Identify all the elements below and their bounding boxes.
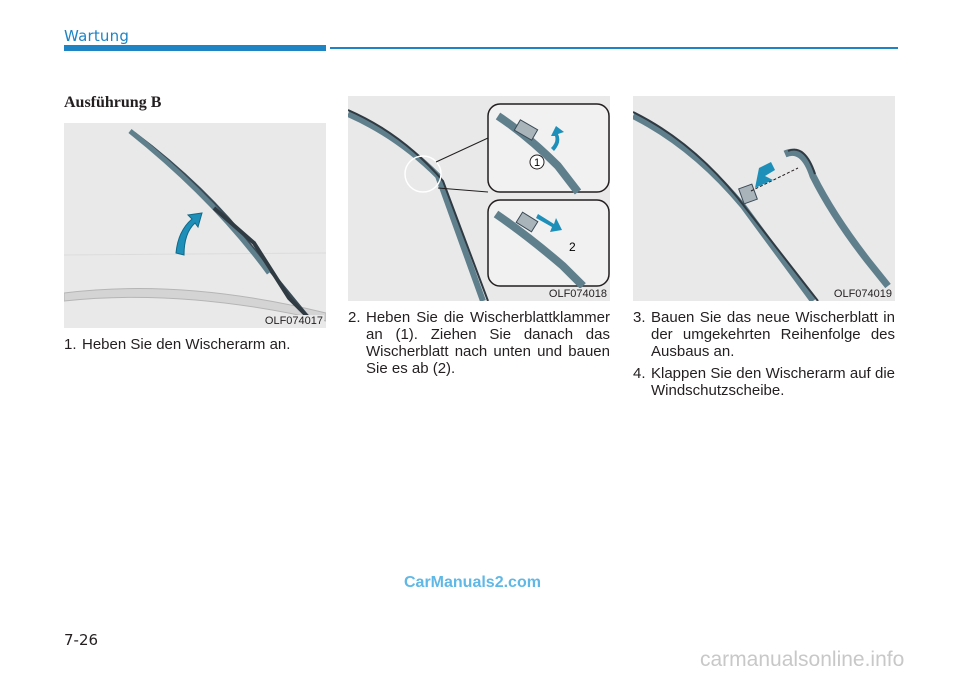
wiper-arm-lift-illustration	[64, 123, 326, 328]
step-4	[633, 365, 895, 399]
figure-code: OLF074019	[833, 288, 892, 300]
wiper-blade-removal-illustration	[348, 96, 610, 301]
header-bar-thin	[330, 47, 898, 49]
header-section-title: Wartung	[64, 27, 130, 45]
figure-code: OLF074017	[264, 315, 323, 327]
figure-3	[633, 96, 895, 301]
step-1	[64, 336, 326, 353]
step-number: 1.	[64, 336, 77, 353]
footer-watermark: carmanualsonline.info	[700, 648, 905, 671]
wiper-blade-install-illustration	[633, 96, 895, 301]
watermark-link[interactable]: CarManuals2.com	[404, 574, 541, 591]
callout-1: 1	[533, 157, 541, 169]
step-2	[348, 309, 610, 377]
step-text: Bauen Sie das neue Wischerblatt in der umgekehrten Reihenfolge des Ausbaus an.	[651, 309, 895, 360]
page-number: 7-26	[64, 631, 99, 649]
section-title: Ausführung B	[64, 94, 162, 111]
figure-code: OLF074018	[548, 288, 607, 300]
header-bar-thick	[64, 45, 326, 51]
callout-2: 2	[569, 240, 576, 254]
step-3	[633, 309, 895, 360]
step-text: Heben Sie den Wischerarm an.	[82, 336, 291, 353]
figure-2	[348, 96, 610, 301]
step-number: 3.	[633, 309, 646, 326]
step-number: 2.	[348, 309, 361, 326]
figure-1	[64, 123, 326, 328]
step-text: Klappen Sie den Wischerarm auf die Windschutzscheibe.	[651, 365, 895, 399]
step-text: Heben Sie die Wischerblattklammer an (1). Ziehen Sie danach das Wischerblatt nach unten und bauen Sie es ab (2).	[366, 309, 610, 377]
lift-arrow-icon	[176, 213, 202, 255]
step-number: 4.	[633, 365, 646, 382]
